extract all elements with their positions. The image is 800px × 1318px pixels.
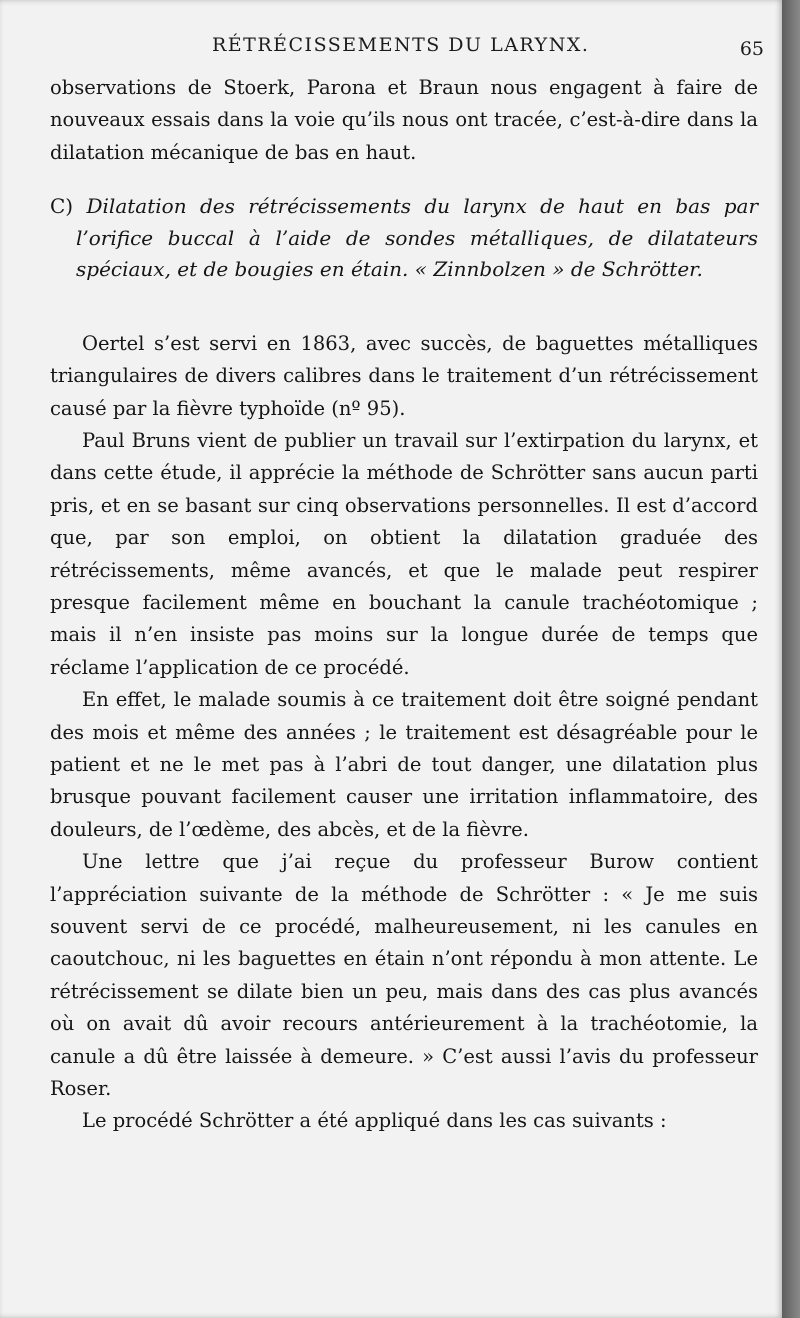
- section-label: C): [50, 194, 74, 219]
- page-edge-shadow: [782, 0, 800, 1318]
- paragraph-burow-letter: Une lettre que j’ai reçue du professeur Burow contient l’appréciation suivante de la méthode de Schrötter : « Je me suis souvent servi de ce procédé, malheureusement, ni les canules en caoutchouc, ni les baguettes en étain n’ont répondu à mon attente. Le rétrécissement se dilate bien un peu, mais dans des cas plus avancés où on avait dû avoir recours antérieurement à la trachéotomie, la canule a dû être laissée à demeure. » C’est aussi l’avis du professeur Roser.: [50, 850, 758, 1101]
- section-title: Dilatation des rétrécissements du larynx de haut en bas par l’orifice buccal à l’aide de sondes métalliques, de dilatateurs spéciaux, et de bougies en étain. « Zinnbolzen » de Schrötter.: [76, 194, 759, 282]
- page-text: [50, 72, 758, 1138]
- paragraph-bruns: Paul Bruns vient de publier un travail sur l’extirpation du larynx, et dans cette étude, il apprécie la méthode de Schrötter sans aucun parti pris, et en se basant sur cinq observations personnelles. Il est d’accord que, par son emploi, on obtient la dilatation graduée des rétrécissements, même avancés, et que le malade peut respirer presque facilement même en bouchant la canule trachéotomique ; mais il n’en insiste pas moins sur la longue durée de temps que réclame l’application de ce procédé.: [50, 428, 758, 679]
- section-spacer: [50, 286, 758, 328]
- paragraph-oertel: Oertel s’est servi en 1863, avec succès, de baguettes métalliques triangulaires de divers calibres dans le traitement d’un rétrécissement causé par la fièvre typhoïde (nº 95).: [50, 331, 758, 420]
- continuation-paragraph: observations de Stoerk, Parona et Braun nous engagent à faire de nouveaux essais dans la voie qu’ils nous ont tracée, c’est-à-dire dans la dilatation mécanique de bas en haut.: [50, 76, 758, 164]
- section-heading-c: [50, 191, 758, 286]
- running-title: RÉTRÉCISSEMENTS DU LARYNX.: [212, 34, 590, 56]
- paragraph-effet: En effet, le malade soumis à ce traitement doit être soigné pendant des mois et même des années ; le traitement est désagréable pour le patient et ne le met pas à l’abri de tout danger, une dilatation plus brusque pouvant facilement causer une irritation inflammatoire, des douleurs, de l’œdème, des abcès, et de la fièvre.: [50, 688, 758, 841]
- page-number: 65: [739, 38, 764, 60]
- paragraph-cas-suivants: Le procédé Schrötter a été appliqué dans les cas suivants :: [82, 1109, 667, 1133]
- page-header: [52, 34, 772, 60]
